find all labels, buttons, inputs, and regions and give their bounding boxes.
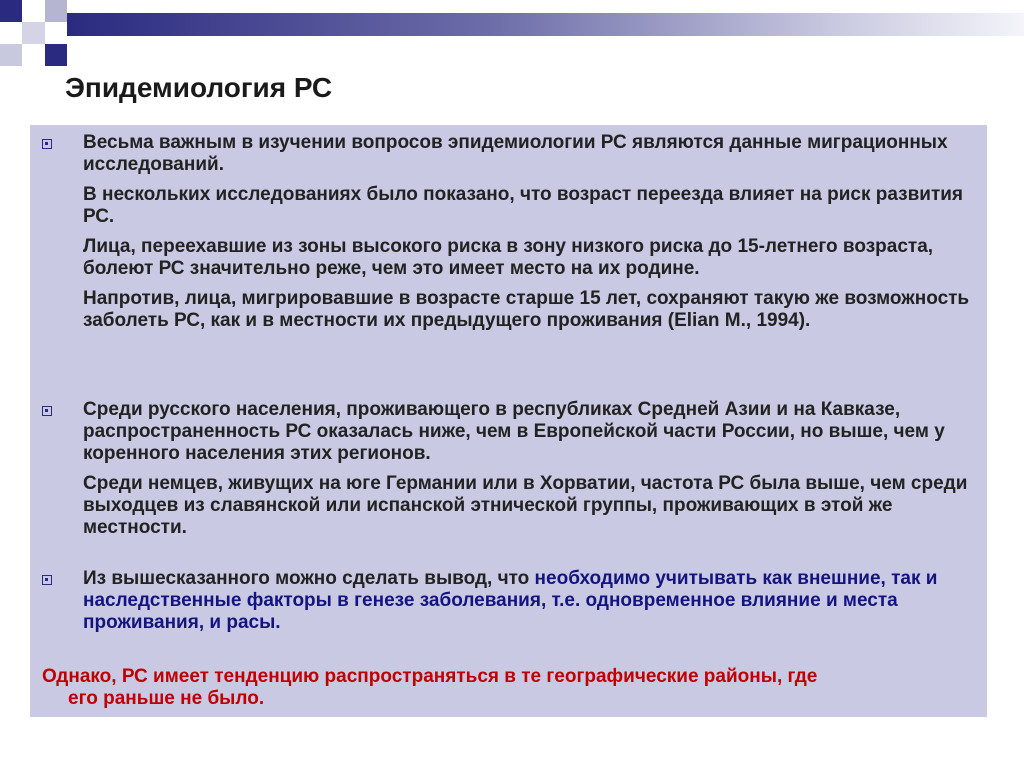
paragraph (83, 568, 978, 634)
paragraph: Лица, переехавшие из зоны высокого риска в зону низкого риска до 15-летнего возраста, болеют РС значительно реже, чем это имеет место на их родине. (83, 236, 934, 279)
decor-square (0, 0, 22, 22)
decor-square (45, 0, 67, 22)
bullet-item-3 (83, 568, 978, 642)
conclusion-lead: Из вышесказанного можно сделать вывод, что (83, 568, 535, 589)
bullet-item-1 (83, 132, 978, 340)
paragraph: В нескольких исследованиях было показано, что возраст переезда влияет на риск развития РС. (83, 184, 964, 227)
paragraph: Весьма важным в изучении вопросов эпидемиологии РС являются данные миграционных исследований. (83, 132, 948, 175)
paragraph: Среди русского населения, проживающего в республиках Средней Азии и на Кавказе, распространенность РС оказалась ниже, чем в Европейской части России, но выше, чем у коренного населения этих регионов. (83, 399, 945, 464)
paragraph: Напротив, лица, мигрировавшие в возрасте старше 15 лет, сохраняют такую же возможность заболеть РС, как и в местности их предыдущего проживания (Elian M., 1994). (83, 288, 970, 331)
decor-square (0, 44, 22, 66)
final-remark-line-1: Однако, РС имеет тенденцию распространяться в те географические районы, где (42, 666, 818, 687)
decor-square (22, 22, 45, 44)
slide-title: Эпидемиология РС (65, 72, 333, 103)
bullet-item-2 (83, 399, 978, 547)
final-remark-line-2: его раньше не было. (68, 688, 265, 709)
paragraph: Среди немцев, живущих на юге Германии или в Хорватии, частота РС была выше, чем среди выходцев из славянской или испанской этнической группы, проживающих в этой же местности. (83, 473, 968, 538)
bullet-square-icon (42, 575, 52, 585)
conclusion-highlight: необходимо учитывать как внешние, так и наследственные факторы в генезе заболевания, т.е. одновременное влияние и места проживания, и расы. (83, 568, 938, 633)
decor-square (45, 44, 67, 66)
bullet-square-icon (42, 406, 52, 416)
header-gradient-bar (67, 13, 1024, 36)
final-remark (42, 666, 982, 710)
bullet-square-icon (42, 139, 52, 149)
